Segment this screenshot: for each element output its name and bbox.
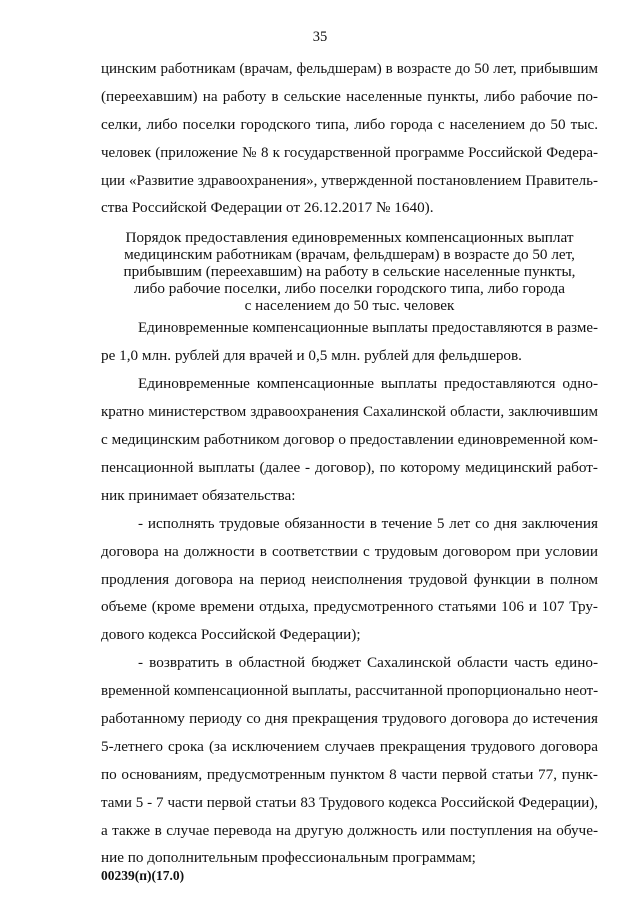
heading-line-1: Порядок предоставления единовременных компенсационных выплат	[125, 229, 574, 246]
document-code: 00239(п)(17.0)	[101, 868, 185, 883]
paragraph-2-line-5: ник принимает обязательства:	[101, 487, 296, 504]
bullet-1-line-1: - исполнять трудовые обязанности в течение 5 лет со дня заключения	[138, 515, 598, 532]
paragraph-2-line-3: с медицинским работником договор о предоставлении единовременной ком-	[101, 431, 598, 448]
bullet-1-line-2: договора на должности в соответствии с трудовым договором при условии	[101, 543, 598, 560]
bullet-2-line-4: 5-летнего срока (за исключением случаев прекращения трудового договора	[101, 738, 598, 755]
paragraph-1-line-1: Единовременные компенсационные выплаты предоставляются в разме-	[138, 320, 598, 336]
bullet-2-line-1: - возвратить в областной бюджет Сахалинской области часть едино-	[138, 654, 598, 671]
page-number: 35	[312, 29, 328, 45]
heading-line-4: либо рабочие поселки, либо поселки городского типа, либо города	[133, 280, 566, 297]
paragraph-2-line-4: пенсационной выплаты (далее - договор), по которому медицинский работ-	[101, 459, 598, 476]
intro-line-4: человек (приложение № 8 к государственной программе Российской Федера-	[101, 145, 598, 161]
heading-line-3: прибывшим (переехавшим) на работу в сельские населенные пункты,	[123, 263, 576, 280]
bullet-2-line-5: по основаниям, предусмотренным пунктом 8 части первой статьи 77, пунк-	[101, 766, 598, 783]
intro-line-3: селки, либо поселки городского типа, либо города с населением до 50 тыс.	[101, 116, 598, 133]
bullet-2-line-8: ние по дополнительным профессиональным программам;	[101, 849, 476, 866]
paragraph-2-line-1: Единовременные компенсационные выплаты предоставляются одно-	[138, 375, 598, 392]
paragraph-2-line-2: кратно министерством здравоохранения Сахалинской области, заключившим	[101, 404, 598, 420]
bullet-2-line-2: временной компенсационной выплаты, рассчитанной пропорционально неот-	[101, 683, 599, 699]
bullet-2-line-6: тами 5 - 7 части первой статьи 83 Трудового кодекса Российской Федерации),	[101, 795, 598, 811]
bullet-1-line-4: объеме (кроме времени отдыха, предусмотренного статьями 106 и 107 Тру-	[101, 598, 598, 615]
bullet-2-line-3: работанному периоду со дня прекращения трудового договора до истечения	[101, 710, 598, 727]
intro-line-6: ства Российской Федерации от 26.12.2017 № 1640).	[101, 199, 434, 216]
intro-line-1: цинским работникам (врачам, фельдшерам) в возрасте до 50 лет, прибывшим	[101, 61, 598, 77]
heading-line-2: медицинским работникам (врачам, фельдшерам) в возрасте до 50 лет,	[124, 246, 575, 263]
intro-line-2: (переехавшим) на работу в сельские населенные пункты, либо рабочие по-	[101, 88, 598, 105]
bullet-2-line-7: а также в случае перевода на другую должность или поступления на обуче-	[101, 822, 598, 839]
heading-line-5: с населением до 50 тыс. человек	[244, 297, 455, 314]
bullet-1-line-3: продления договора на период неисполнения трудовой функции в полном	[101, 571, 598, 588]
paragraph-1-line-2: ре 1,0 млн. рублей для врачей и 0,5 млн. рублей для фельдшеров.	[101, 347, 522, 364]
intro-line-5: ции «Развитие здравоохранения», утвержденной постановлением Правитель-	[101, 173, 598, 189]
bullet-1-line-5: дового кодекса Российской Федерации);	[101, 626, 361, 643]
